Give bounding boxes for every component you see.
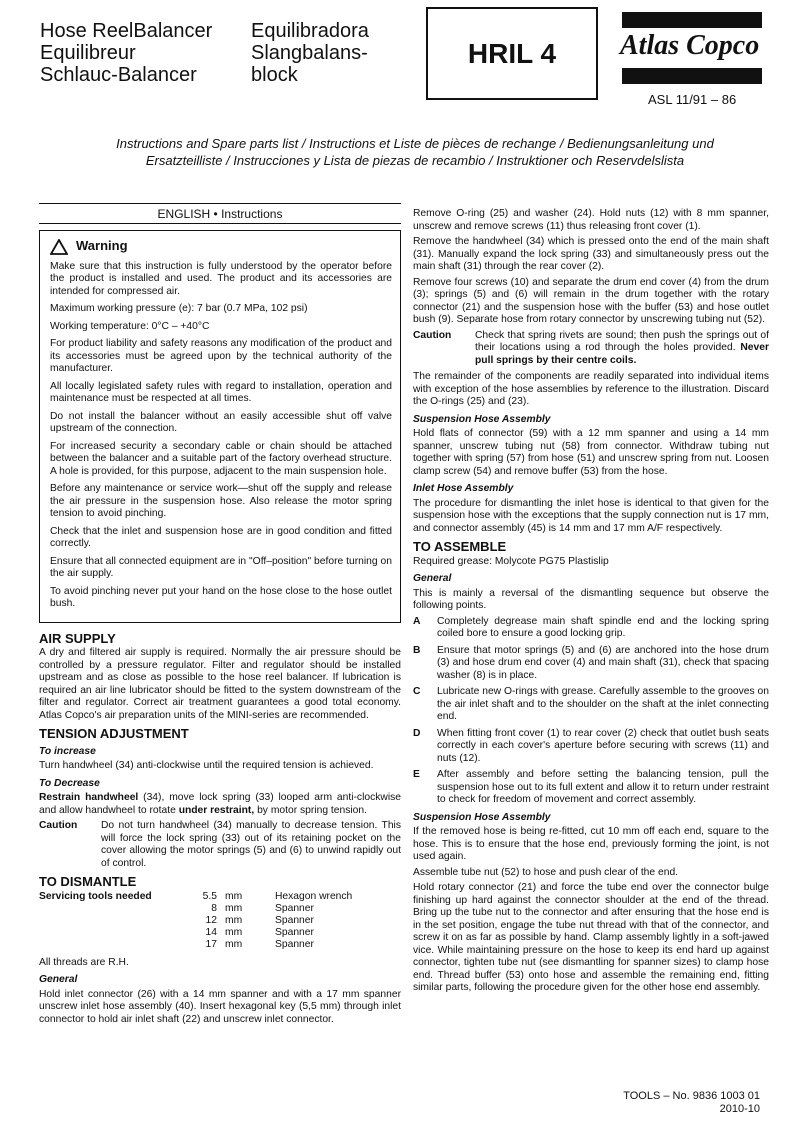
tool-name: Spanner xyxy=(275,902,314,914)
caution-text: Do not turn handwheel (34) manually to decrease tension. This will force the lock spring (33) out of its retaining pocket on the cover allowing the motor springs (5) and (6) to unwind rapidly out of control. xyxy=(101,820,401,869)
product-title-group-1 xyxy=(40,20,212,86)
title-line: Equilibreur xyxy=(40,42,136,64)
assemble-heading: TO ASSEMBLE xyxy=(413,539,507,554)
tool-name: Spanner xyxy=(275,914,314,926)
logo-bar-bottom xyxy=(622,68,762,84)
brand-logo: Atlas Copco xyxy=(620,30,760,61)
model-box xyxy=(426,7,598,100)
title-line: Equilibradora xyxy=(251,20,369,42)
warning-paragraph: For product liability and safety reasons any modification of the product and its accessories must be agreed upon by the technical authority of the manufacturer. xyxy=(50,338,392,374)
warning-paragraph: Working temperature: 0°C – +40°C xyxy=(50,320,210,332)
warning-paragraph: All locally legislated safety rules with regard to installation, operation and maintenance must be respected at all times. xyxy=(50,380,392,404)
warning-box xyxy=(39,230,401,623)
subtitle-line: Instructions and Spare parts list / Instructions et Liste de pièces de rechange / Bedienungsanleitung und xyxy=(116,136,714,151)
warning-title: Warning xyxy=(76,238,128,254)
item-letter: C xyxy=(413,686,421,697)
footer xyxy=(623,1090,760,1116)
threads-note: All threads are R.H. xyxy=(39,956,129,968)
title-line: Schlauc-Balancer xyxy=(40,64,197,86)
spring-caution xyxy=(413,330,769,368)
document-reference: ASL 11/91 – 86 xyxy=(648,92,737,107)
warning-paragraph: Ensure that all connected equipment are in "Off–position" before turning on the air supply. xyxy=(50,555,392,579)
table-row xyxy=(39,915,352,927)
caution-label: Caution xyxy=(39,820,78,831)
right-column xyxy=(413,208,769,998)
tool-unit: mm xyxy=(225,890,243,902)
warning-paragraph: To avoid pinching never put your hand on the hose close to the hose outlet bush. xyxy=(50,585,392,609)
general-heading: General xyxy=(39,974,78,985)
item-text: Ensure that motor springs (5) and (6) are anchored into the hose drum (3) and hose drum end cover (4) and main shaft (31), check that spacing washer (8) is in place. xyxy=(437,644,769,681)
list-item xyxy=(413,616,769,641)
tool-name: Hexagon wrench xyxy=(275,890,353,902)
footer-date: 2010-10 xyxy=(719,1103,760,1115)
rule xyxy=(39,223,401,224)
list-item xyxy=(413,728,769,766)
left-column xyxy=(39,203,401,1029)
item-letter: E xyxy=(413,769,420,780)
title-line: Slangbalans- xyxy=(251,42,368,64)
inlet-hose-text: The procedure for dismantling the inlet hose is identical to that given for the suspension hose with the exceptions that the supply connection nut is 17 mm, and connector assembly (45) is 14 mm and 17 mm A/F respectively. xyxy=(413,497,769,534)
grease-note: Required grease: Molycote PG75 Plastislip xyxy=(413,555,609,567)
title-line: block xyxy=(251,64,298,86)
item-text: When fitting front cover (1) to rear cover (2) check that outlet bush seats correctly in each cover's aperture before securing with screws (11) and nuts (12). xyxy=(437,727,769,764)
tool-name: Spanner xyxy=(275,926,314,938)
list-item xyxy=(413,769,769,807)
item-letter: B xyxy=(413,644,421,656)
dismantle-step: Remove O-ring (25) and washer (24). Hold nuts (12) with 8 mm spanner, unscrew and remove screws (11) thus releasing front cover (1). xyxy=(413,208,769,232)
tools-table xyxy=(39,891,352,951)
dismantle-step: The remainder of the components are readily separated into individual items with exception of the hose assemblies by reference to the illustration. Discard the O-rings (25) and (23). xyxy=(413,371,769,407)
suspension-hose-heading: Suspension Hose Assembly xyxy=(413,413,551,425)
item-letter: D xyxy=(413,727,421,739)
warning-paragraph: Maximum working pressure (e): 7 bar (0.7 MPa, 102 psi) xyxy=(50,303,308,314)
list-item xyxy=(413,686,769,724)
table-row xyxy=(39,903,352,915)
tool-size: 8 xyxy=(211,902,217,914)
warning-paragraph: Make sure that this instruction is fully understood by the operator before the product is installed and used. The product and its accessories are intended for compressed air. xyxy=(50,260,392,297)
tool-size: 17 xyxy=(205,938,217,950)
warning-paragraph: Check that the inlet and suspension hose are in good condition and fitted correctly. xyxy=(50,525,392,549)
general-text: This is mainly a reversal of the dismantling sequence but observe the following points. xyxy=(413,587,769,611)
tools-label: Servicing tools needed xyxy=(39,890,152,902)
tool-unit: mm xyxy=(225,938,243,950)
air-supply-text: A dry and filtered air supply is required. Normally the air pressure should be controlled by a pressure regulator. Filter and regulator should be installed upstream and as close as possible to the hose reel balancer. If lubrication is required an air line lubricator should be fitted to the system downstream of the filter and regulator. Correct air treatment guarantees a good total economy. Atlas Copco's air preparation units of the MINI-series are recommended. xyxy=(39,647,401,721)
tool-unit: mm xyxy=(225,914,243,926)
subtitle-line: Ersatzteilliste / Instrucciones y Lista de piezas de recambio / Instruktioner och Reservdelslista xyxy=(145,153,685,168)
item-text: Lubricate new O-rings with grease. Carefully assemble to the grooves on the air inlet shaft and to the shoulder on the shaft at the inlet connecting end. xyxy=(437,686,769,722)
dismantle-heading: TO DISMANTLE xyxy=(39,874,137,889)
product-title-group-2 xyxy=(251,20,369,86)
logo-bar-top xyxy=(622,12,762,28)
increase-text: Turn handwheel (34) anti-clockwise until the required tension is achieved. xyxy=(39,760,374,771)
decrease-bold-1: Restrain handwheel xyxy=(39,792,139,803)
suspension-hose-assembly-heading: Suspension Hose Assembly xyxy=(413,811,551,823)
decrease-heading: To Decrease xyxy=(39,777,100,789)
warning-heading xyxy=(50,239,392,255)
tool-unit: mm xyxy=(225,902,243,914)
decrease-text xyxy=(39,792,401,817)
list-item xyxy=(413,645,769,683)
decrease-text-1: (34), move lock spring (33) looped arm anti-clockwise and allow handwheel to rotate xyxy=(39,792,401,816)
dismantle-step: Remove the handwheel (34) which is pressed onto the end of the main shaft (31). Manually expand the lock spring (33) and simultaneously press out the main shaft (31) through the rear cover (2). xyxy=(413,236,769,272)
decrease-bold-2: under restraint, xyxy=(178,804,255,816)
table-row xyxy=(39,891,352,903)
rule xyxy=(39,203,401,204)
caution-text xyxy=(475,330,769,368)
footer-tools-number: TOOLS – No. 9836 1003 01 xyxy=(623,1090,760,1102)
item-letter: A xyxy=(413,615,421,627)
tool-unit: mm xyxy=(225,926,243,938)
warning-paragraph: For increased security a secondary cable or chain should be attached between the balancer and a suitable part of the factory overhead structure. A hole is provided, for this purpose, adjacent to the main suspension hole. xyxy=(50,440,392,477)
caution-text-main: Check that spring rivets are sound; then push the springs out of their locations using a rod through the holes provided. xyxy=(475,329,769,353)
tool-name: Spanner xyxy=(275,938,314,950)
general-heading: General xyxy=(413,573,452,584)
title-line: Hose ReelBalancer xyxy=(40,20,213,42)
warning-triangle-icon xyxy=(50,239,68,255)
increase-heading: To increase xyxy=(39,745,96,757)
tension-caution xyxy=(39,820,401,870)
document-subtitle xyxy=(55,135,775,169)
tension-heading: TENSION ADJUSTMENT xyxy=(39,726,189,741)
assembly-text: Hold rotary connector (21) and force the tube end over the connector bulge finishing up hard against the connector shoulder at the end of the thread. Bring up the tube nut to the connector and after ensuring that the hose end is in the set position, engage the tube nut thread with that of the connector, and screw it on as far as possible by hand. Clamp assembly lightly in a soft-jawed vice. While maintaining pressure on the hose to keep its end hard up against connector, tighten tube nut (see dismantling for spanner sizes) to clamp hose end. Thread buffer (53) onto hose and assemble the remaining end, fitting similar parts, following the procedure given for the other hose end assembly. xyxy=(413,882,769,993)
dismantle-step: Remove four screws (10) and separate the drum end cover (4) from the drum (3); springs (5) and (6) will remain in the drum together with the rotary connector (21) and the suspension hose with the buffer (53) and hose outlet bush (9). Separate hose from rotary connector by unscrewing tubing nut (52). xyxy=(413,276,769,325)
item-text: Completely degrease main shaft spindle end and the locking spring coiled bore to ensure a good locking grip. xyxy=(437,615,769,639)
warning-paragraph: Do not install the balancer without an easily accessible shut off valve upstream of the connection. xyxy=(50,410,392,434)
warning-paragraph: Before any maintenance or service work—shut off the supply and release the air pressure in the suspension hose. Also release the motor spring tension to avoid pinching. xyxy=(50,483,392,519)
item-text: After assembly and before setting the balancing tension, pull the suspension hose out to its full extent and allow it to return under restraint to check for freedom of movement and correct assembly. xyxy=(437,769,769,805)
suspension-hose-text: Hold flats of connector (59) with a 12 mm spanner and using a 14 mm spanner, unscrew tubing nut (58) from connector. Withdraw tubing nut together with spring (57) from hose (51) and unscrew spring from nut. Loosen clamp screw (54) and remove buffer (53) from the hose. xyxy=(413,428,769,477)
tool-size: 12 xyxy=(205,914,217,926)
table-row xyxy=(39,927,352,939)
inlet-hose-heading: Inlet Hose Assembly xyxy=(413,483,514,494)
tool-size: 5.5 xyxy=(202,890,217,902)
caution-label: Caution xyxy=(413,329,452,341)
assembly-text: If the removed hose is being re-fitted, cut 10 mm off each end, square to the hose. This is to ensure that the hose end, previously forming the joint, is not used again. xyxy=(413,826,769,862)
tool-size: 14 xyxy=(205,926,217,938)
decrease-text-2: by motor spring tension. xyxy=(254,804,367,816)
caution-text-bold: Never pull springs by their centre coils. xyxy=(475,342,769,366)
language-header: ENGLISH • Instructions xyxy=(157,207,283,221)
table-row xyxy=(39,939,352,951)
air-supply-heading: AIR SUPPLY xyxy=(39,630,116,646)
general-text: Hold inlet connector (26) with a 14 mm spanner and with a 17 mm spanner unscrew inlet hose assembly (40). Insert hexagonal key (5,5 mm) through inlet connector to hold air inlet shaft (22) and unscrew inlet connector. xyxy=(39,988,401,1025)
model-number: HRIL 4 xyxy=(467,37,557,69)
assembly-text: Assemble tube nut (52) to hose and push clear of the end. xyxy=(413,866,679,878)
